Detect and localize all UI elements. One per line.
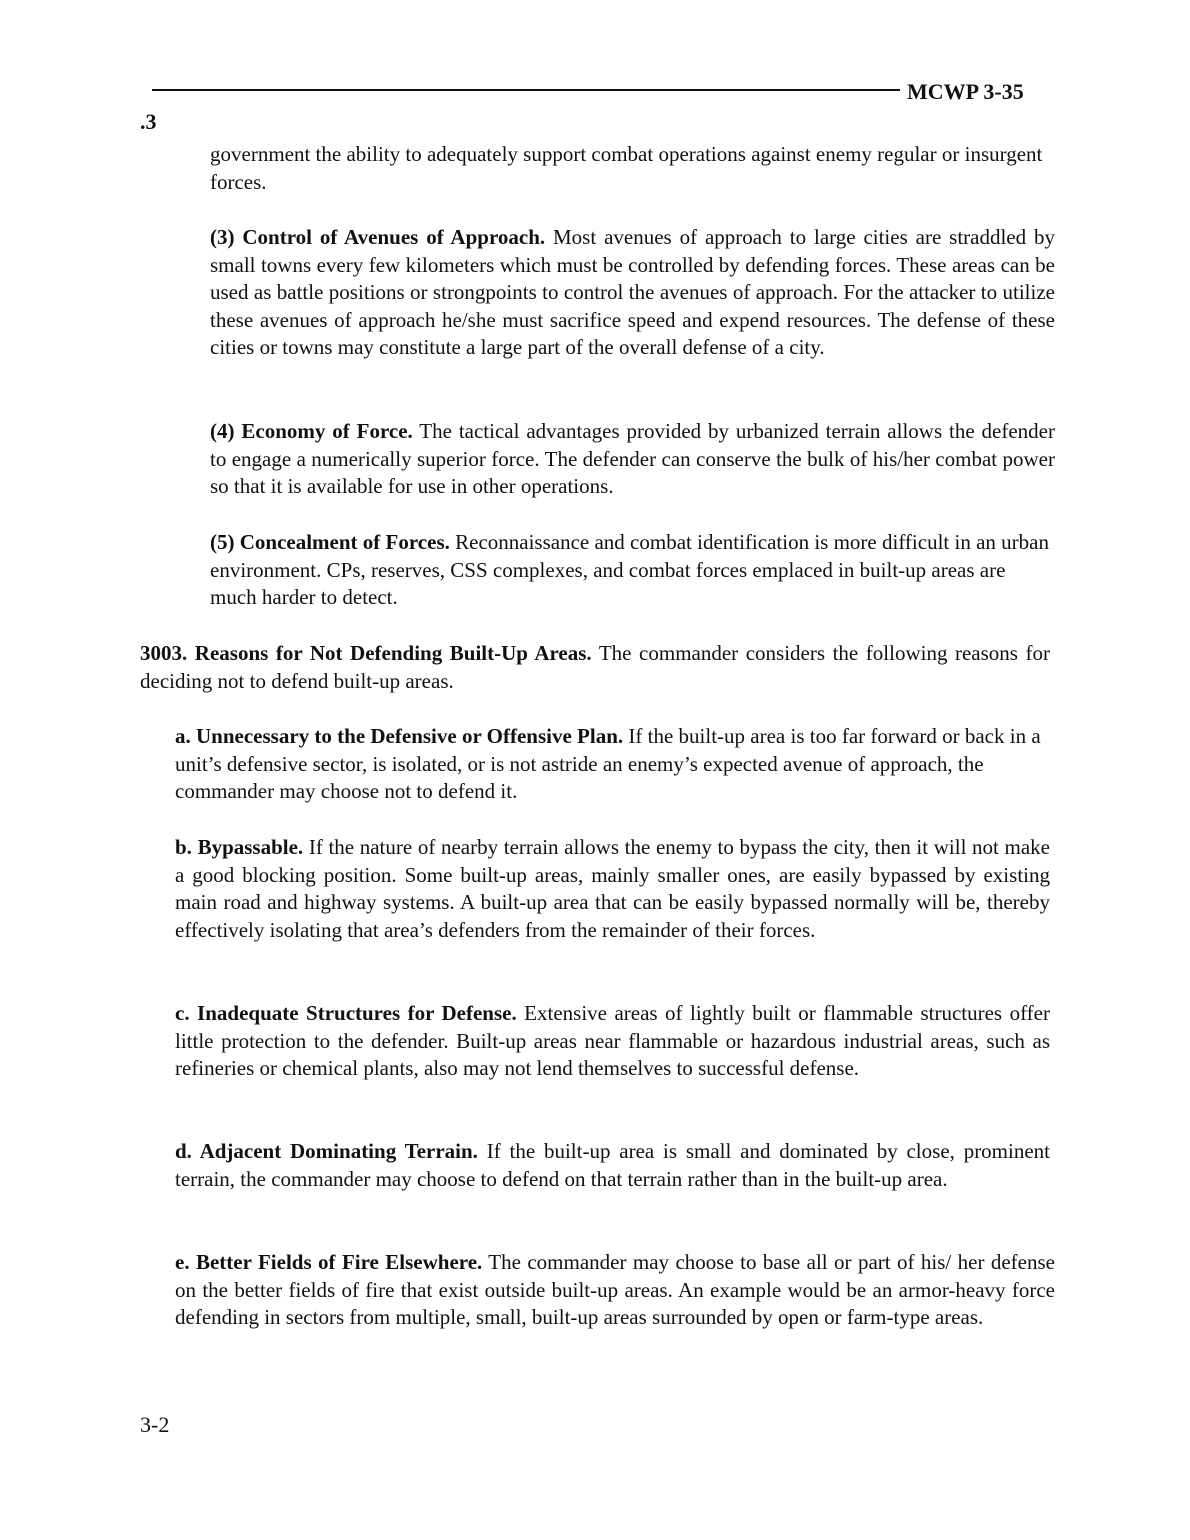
paragraph-heading: (5) Concealment of Forces. — [210, 530, 450, 554]
paragraph-body: The tactical advantages provided by urbanized terrain allows the defender to engage a numerically superior force. The defender can conserve the bulk of his/her combat power so that it is available for use in other operations. — [210, 419, 1055, 499]
paragraph-body: The commander may choose to base all or part of his/ her defense on the better fields of fire that exist outside built-up areas. An example would be an armor-heavy force defending in sectors from multiple, small, built-up areas surrounded by open or farm-type areas. — [175, 1250, 1055, 1330]
reason-d-adjacent-terrain — [175, 1138, 1050, 1193]
paragraph-control-of-avenues — [210, 224, 1055, 362]
paragraph-heading: (4) Economy of Force. — [210, 419, 413, 443]
paragraph-heading: (3) Control of Avenues of Approach. — [210, 225, 546, 249]
paragraph-body: If the built-up area is small and dominated by close, prominent terrain, the commander may choose to defend on that terrain rather than in the built-up area. — [175, 1139, 1051, 1191]
paragraph-heading: d. Adjacent Dominating Terrain. — [175, 1139, 478, 1163]
page-number: 3-2 — [140, 1412, 170, 1437]
paragraph-continuation — [210, 141, 1055, 196]
section-3003 — [140, 640, 1050, 695]
paragraph-body: Reconnaissance and combat identification is more difficult in an urban environment. CPs, reserves, CSS complexes, and combat forces emplaced in built-up areas are much harder to detect. — [210, 530, 1049, 610]
paragraph-heading: e. Better Fields of Fire Elsewhere. — [175, 1250, 483, 1274]
paragraph-economy-of-force — [210, 418, 1055, 501]
header-rule — [152, 89, 900, 91]
chapter-mark: .3 — [140, 109, 157, 134]
reason-e-better-fields-of-fire — [175, 1249, 1055, 1332]
paragraph-body: If the nature of nearby terrain allows the enemy to bypass the city, then it will not make a good blocking position. Some built-up areas, mainly smaller ones, are easily bypassed by existing main road and highway systems. A built-up area that can be easily bypassed normally will be, thereby effectively isolating that area’s defenders from the remainder of their forces. — [175, 835, 1050, 942]
paragraph-concealment-of-forces — [210, 529, 1055, 612]
paragraph-heading: b. Bypassable. — [175, 835, 304, 859]
paragraph-body: If the built-up area is too far forward or back in a unit’s defensive sector, is isolated, or is not astride an enemy’s expected avenue of approach, the commander may choose not to defend it. — [175, 724, 1041, 804]
paragraph-heading: a. Unnecessary to the Defensive or Offensive Plan. — [175, 724, 624, 748]
reason-a-unnecessary — [175, 723, 1050, 806]
reason-c-inadequate-structures — [175, 1000, 1050, 1083]
paragraph-body: government the ability to adequately support combat operations against enemy regular or insurgent forces. — [210, 142, 1043, 194]
paragraph-body: Extensive areas of lightly built or flammable structures offer little protection to the defender. Built-up areas near flammable or hazardous industrial areas, such as refineries or chemical plants, also may not lend themselves to successful defense. — [175, 1001, 1050, 1081]
section-heading: 3003. Reasons for Not Defending Built-Up Areas. — [140, 641, 592, 665]
document-id: MCWP 3-35 — [907, 79, 1024, 104]
paragraph-heading: c. Inadequate Structures for Defense. — [175, 1001, 517, 1025]
section-body: The commander considers the following reasons for deciding not to defend built-up areas. — [140, 641, 1050, 693]
reason-b-bypassable — [175, 834, 1050, 944]
paragraph-body: Most avenues of approach to large cities are straddled by small towns every few kilometers which must be controlled by defending forces. These areas can be used as battle positions or strongpoints to control the avenues of approach. For the attacker to utilize these avenues of approach he/she must sacrifice speed and expend resources. The defense of these cities or towns may constitute a large part of the overall defense of a city. — [210, 225, 1055, 360]
